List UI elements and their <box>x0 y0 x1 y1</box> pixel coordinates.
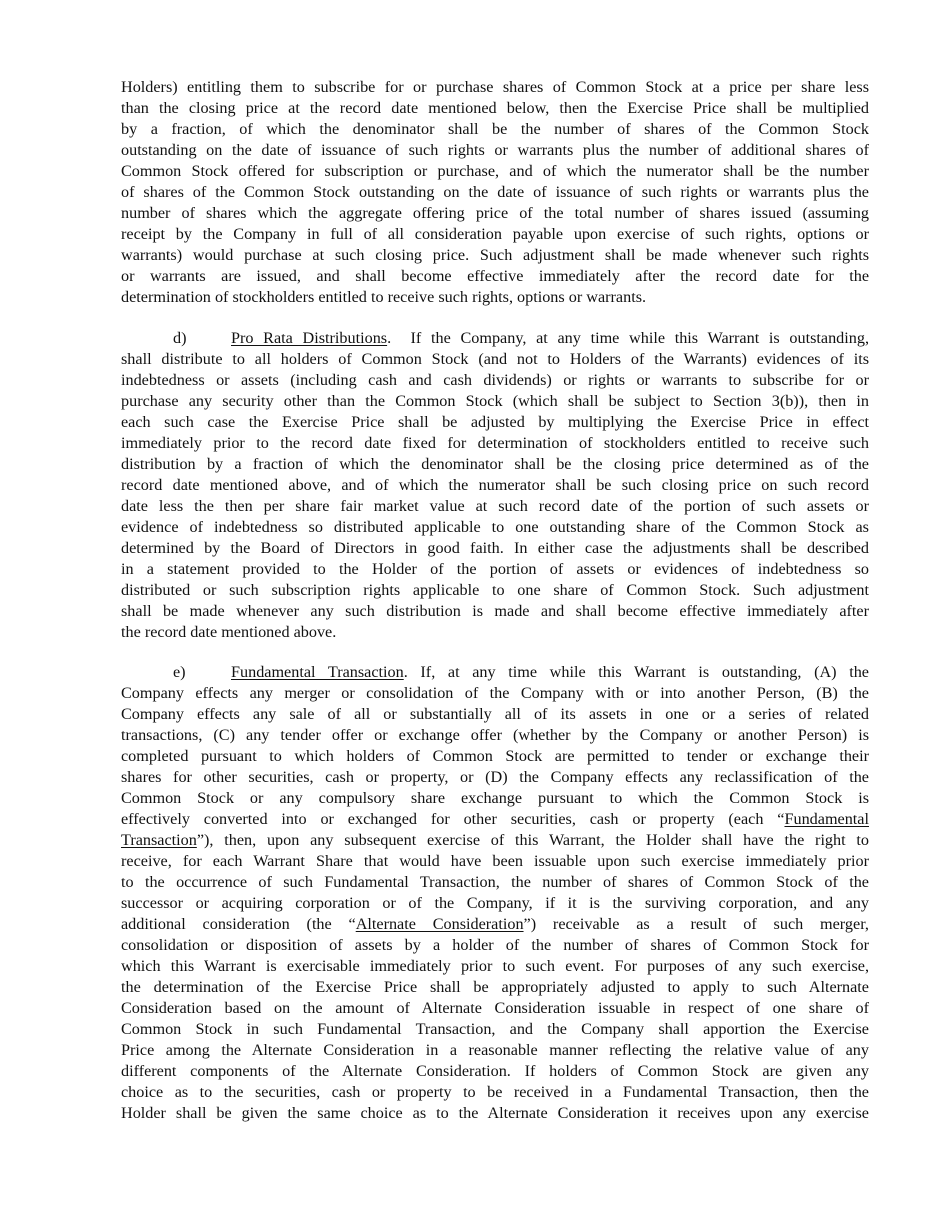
text-line: in a statement provided to the Holder of the portion of assets or evidences of indebtedness so <box>121 559 869 578</box>
text-line: the determination of the Exercise Price shall be appropriately adjusted to apply to such Alternate <box>121 978 869 996</box>
text-line: distribution by a fraction of which the denominator shall be the closing price determined as of the <box>121 454 869 473</box>
section-first-line-text: . If, at any time while this Warrant is outstanding, (A) the <box>403 663 869 681</box>
text-line: successor or acquiring corporation or of the Company, if it is the surviving corporation, and any <box>121 894 869 912</box>
section-heading-line <box>121 662 869 683</box>
text-line: of shares of the Common Stock outstanding on the date of issuance of such rights or warrants plus the <box>121 183 869 201</box>
section-first-line-text: . If the Company, at any time while this Warrant is outstanding, <box>387 328 869 347</box>
section-heading-line <box>121 328 869 349</box>
text-line <box>121 809 869 830</box>
text-line <box>121 914 869 935</box>
text-line: Common Stock in such Fundamental Transaction, and the Company shall apportion the Exercise <box>121 1020 869 1038</box>
text-line: Company effects any merger or consolidation of the Company with or into another Person, (B) the <box>121 684 869 702</box>
text-line: number of shares which the aggregate offering price of the total number of shares issued (assuming <box>121 204 869 222</box>
text-line: Common Stock offered for subscription or purchase, and of which the numerator shall be the number <box>121 162 869 180</box>
defined-term-fundamental-transaction: Transaction <box>121 831 197 849</box>
text-line: by a fraction, of which the denominator shall be the number of shares of the Common Stock <box>121 120 869 138</box>
paragraph-continuation <box>121 77 869 308</box>
defined-term-fundamental-transaction: Fundamental <box>784 810 869 828</box>
section-title: Pro Rata Distributions <box>231 328 388 347</box>
text-line: shall be made whenever any such distribution is made and shall become effective immediately after <box>121 601 869 620</box>
text-line: than the closing price at the record date mentioned below, then the Exercise Price shall be multiplied <box>121 99 869 117</box>
text-line: receive, for each Warrant Share that would have been issuable upon such exercise immediately prior <box>121 852 869 870</box>
text-line: Company effects any sale of all or substantially all of its assets in one or a series of related <box>121 705 869 723</box>
text-line: Common Stock or any compulsory share exchange pursuant to which the Common Stock is <box>121 789 869 807</box>
section-number: d) <box>173 328 187 347</box>
text-line: determination of stockholders entitled to receive such rights, options or warrants. <box>121 288 647 306</box>
text-line: each such case the Exercise Price shall be adjusted by multiplying the Exercise Price in effect <box>121 412 869 431</box>
text-line: to the occurrence of such Fundamental Transaction, the number of shares of Common Stock of the <box>121 873 869 891</box>
defined-term-alternate-consideration: Alternate Consideration <box>355 915 524 933</box>
section-number: e) <box>173 663 186 681</box>
section-d-pro-rata-distributions <box>121 328 869 643</box>
text-fragment: ”), then, upon any subsequent exercise of this Warrant, the Holder shall have the right to <box>196 831 869 849</box>
text-fragment: effectively converted into or exchanged for other securities, cash or property (each “ <box>121 810 785 828</box>
text-line: different components of the Alternate Consideration. If holders of Common Stock are given any <box>121 1062 869 1080</box>
text-line: shares for other securities, cash or property, or (D) the Company effects any reclassification of the <box>121 768 869 786</box>
text-line: the record date mentioned above. <box>121 622 337 641</box>
text-fragment: ”) receivable as a result of such merger, <box>523 915 869 933</box>
text-line: Consideration based on the amount of Alternate Consideration issuable in respect of one share of <box>121 999 869 1017</box>
text-line: date less the then per share fair market value at such record date of the portion of such assets or <box>121 496 869 515</box>
text-line: Holders) entitling them to subscribe for or purchase shares of Common Stock at a price per share less <box>121 78 869 96</box>
text-line: record date mentioned above, and of which the numerator shall be such closing price on such record <box>121 475 869 494</box>
text-line: Price among the Alternate Consideration in a reasonable manner reflecting the relative value of any <box>121 1041 869 1059</box>
text-line: indebtedness or assets (including cash and cash dividends) or rights or warrants to subscribe for or <box>121 370 869 389</box>
document-page <box>121 77 869 1144</box>
text-line: which this Warrant is exercisable immediately prior to such event. For purposes of any such exercise, <box>121 957 869 975</box>
text-line: transactions, (C) any tender offer or exchange offer (whether by the Company or another Person) is <box>121 726 869 744</box>
text-line: determined by the Board of Directors in good faith. In either case the adjustments shall be described <box>121 538 869 557</box>
text-line: consolidation or disposition of assets by a holder of the number of shares of Common Stock for <box>121 936 869 954</box>
text-line: outstanding on the date of issuance of such rights or warrants plus the number of additional shares of <box>121 141 869 159</box>
text-line: completed pursuant to which holders of Common Stock are permitted to tender or exchange their <box>121 747 869 765</box>
text-line: purchase any security other than the Common Stock (which shall be subject to Section 3(b)), then in <box>121 391 869 410</box>
text-line <box>121 830 869 851</box>
text-line: Holder shall be given the same choice as to the Alternate Consideration it receives upon any exercise <box>121 1104 869 1122</box>
section-title: Fundamental Transaction <box>231 663 404 681</box>
text-line: receipt by the Company in full of all consideration payable upon exercise of such rights, options or <box>121 225 869 243</box>
text-line: or warrants are issued, and shall become effective immediately after the record date for the <box>121 267 869 285</box>
text-fragment: additional consideration (the “ <box>121 915 356 933</box>
text-line: warrants) would purchase at such closing price. Such adjustment shall be made whenever such rights <box>121 246 869 264</box>
text-line: evidence of indebtedness so distributed applicable to one outstanding share of the Common Stock as <box>121 517 869 536</box>
text-line: distributed or such subscription rights applicable to one share of Common Stock. Such adjustment <box>121 580 869 599</box>
text-line: immediately prior to the record date fixed for determination of stockholders entitled to receive such <box>121 433 869 452</box>
text-line: choice as to the securities, cash or property to be received in a Fundamental Transaction, then the <box>121 1083 869 1101</box>
text-line: shall distribute to all holders of Common Stock (and not to Holders of the Warrants) evidences of its <box>121 349 869 368</box>
section-e-fundamental-transaction <box>121 662 869 1124</box>
